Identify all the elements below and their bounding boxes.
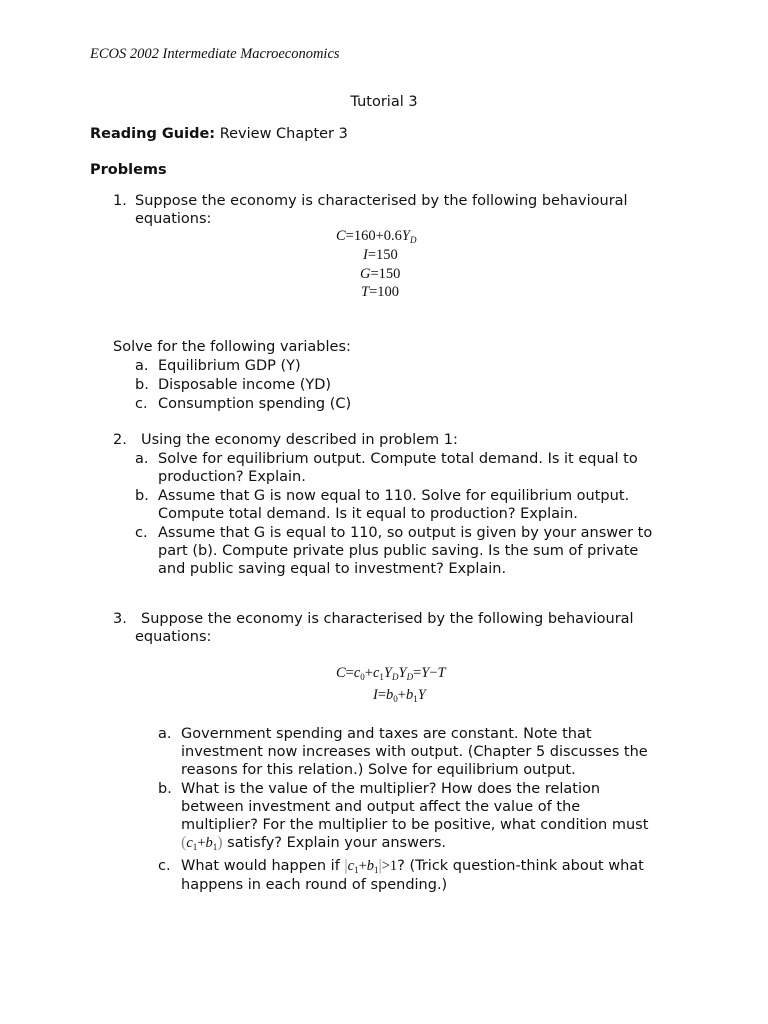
problem-1-solve: Solve for the following variables: <box>113 339 351 355</box>
problem-3-b-letter: b. <box>158 781 172 797</box>
problem-2-c-line-2: part (b). Compute private plus public saving. Is the sum of private <box>158 543 639 559</box>
problem-3-line-1: Suppose the economy is characterised by the following behavioural <box>141 611 634 627</box>
problem-2-number: 2. <box>113 432 127 448</box>
problem-1-item-a: Equilibrium GDP (Y) <box>158 358 301 374</box>
problem-1-item-a-letter: a. <box>135 358 149 374</box>
problem-3-a-line-2: investment now increases with output. (Chapter 5 discusses the <box>181 744 648 760</box>
problem-1-line-2: equations: <box>135 211 212 227</box>
reading-guide-label: Reading Guide: <box>90 126 216 142</box>
equation-government: G=150 <box>360 266 401 282</box>
problem-3-a-line-3: reasons for this relation.) Solve for equilibrium output. <box>181 762 576 778</box>
problems-heading: Problems <box>90 162 167 178</box>
problem-2-a-letter: a. <box>135 451 149 467</box>
reading-guide <box>90 125 348 144</box>
problem-1-number: 1. <box>113 193 127 209</box>
problem-3-b-line-2: between investment and output affect the value of the <box>181 799 581 815</box>
problem-2-a-line-1: Solve for equilibrium output. Compute total demand. Is it equal to <box>158 451 638 467</box>
problem-2-b-letter: b. <box>135 488 149 504</box>
problem-3-a-line-1: Government spending and taxes are constant. Note that <box>181 726 592 742</box>
problem-3-number: 3. <box>113 611 127 627</box>
problem-1-item-b-letter: b. <box>135 377 149 393</box>
equation-consumption: $C=160+0.6Y_D$ <box>336 228 417 245</box>
problem-1-item-c-letter: c. <box>135 396 148 412</box>
problem-1-item-c: Consumption spending (C) <box>158 396 352 412</box>
problem-3-c-letter: c. <box>158 858 171 874</box>
problem-2-c-line-3: and public saving equal to investment? Explain. <box>158 561 507 577</box>
problem-2-c-letter: c. <box>135 525 148 541</box>
problem-3-b-line-4: $(c_1+b_1)$ satisfy? Explain your answers. <box>181 834 447 852</box>
problem-3-c-line-2: happens in each round of spending.) <box>181 877 448 893</box>
problem-3-c-line-1: What would happen if $|c_1+b_1|>1$? (Trick question-think about what <box>181 857 644 875</box>
problem-2-c-line-1: Assume that G is equal to 110, so output is given by your answer to <box>158 525 653 541</box>
problem-3-line-2: equations: <box>135 629 212 645</box>
page-title: Tutorial 3 <box>350 94 418 110</box>
problem-2-b-line-1: Assume that G is now equal to 110. Solve for equilibrium output. <box>158 488 630 504</box>
equation-consumption-general: $C=c_0+c_1Y_DY_D=Y-T$ <box>336 665 446 682</box>
problem-1-line-1: Suppose the economy is characterised by the following behavioural <box>135 193 628 209</box>
course-header: ECOS 2002 Intermediate Macroeconomics <box>90 46 340 62</box>
problem-3-b-line-1: What is the value of the multiplier? How does the relation <box>181 781 601 797</box>
equation-investment-general: $I=b_0+b_1Y$ <box>373 687 426 704</box>
problem-3-a-letter: a. <box>158 726 172 742</box>
reading-guide-text: Review Chapter 3 <box>215 126 348 142</box>
problem-2-intro: Using the economy described in problem 1: <box>141 432 458 448</box>
problem-3-b-line-3: multiplier? For the multiplier to be positive, what condition must <box>181 817 649 833</box>
equation-taxes: T=100 <box>361 284 400 300</box>
problem-1-item-b: Disposable income (YD) <box>158 377 332 393</box>
problem-2-b-line-2: Compute total demand. Is it equal to production? Explain. <box>158 506 578 522</box>
problem-2-a-line-2: production? Explain. <box>158 469 306 485</box>
equation-investment: I=150 <box>363 247 398 263</box>
